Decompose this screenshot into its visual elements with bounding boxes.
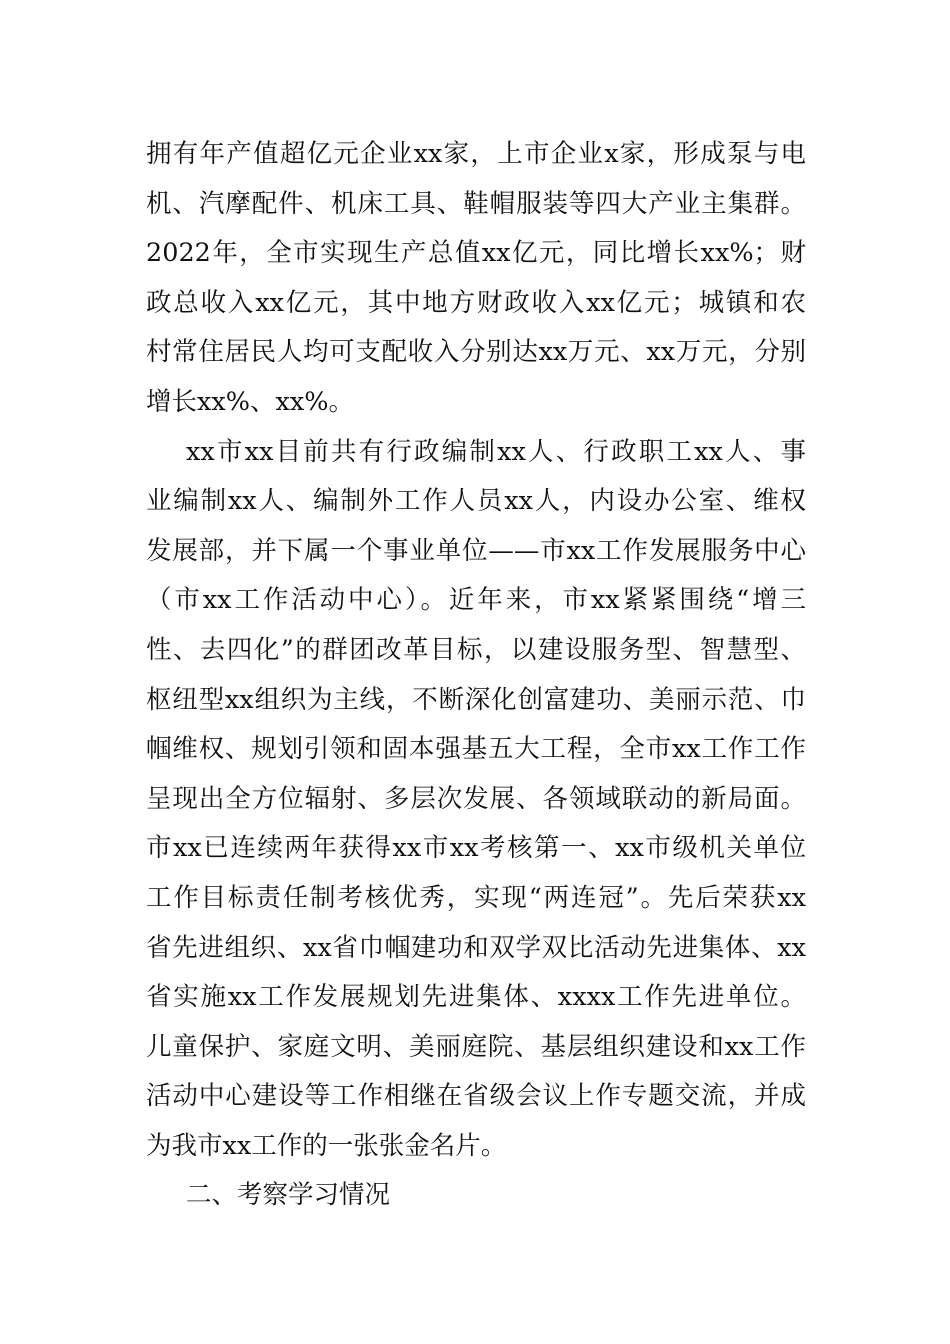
text-line: 市xx已连续两年获得xx市xx考核第一、xx市级机关单位	[146, 833, 806, 864]
text-line: 省实施xx工作发展规划先进集体、xxxx工作先进单位。	[146, 982, 806, 1013]
document-body	[146, 130, 806, 1221]
section-heading: 二、考察学习情况	[186, 1180, 391, 1211]
text-line: 呈现出全方位辐射、多层次发展、各领域联动的新局面。	[146, 783, 806, 814]
text-line: （市xx工作活动中心）。近年来，市xx紧紧围绕“增三	[146, 585, 806, 616]
text-line: 村常住居民人均可支配收入分别达xx万元、xx万元，分别	[146, 337, 806, 368]
text-line: 2022年，全市实现生产总值xx亿元，同比增长xx%；财	[146, 238, 806, 269]
text-line: 机、汽摩配件、机床工具、鞋帽服装等四大产业主集群。	[146, 188, 806, 219]
text-line: 业编制xx人、编制外工作人员xx人，内设办公室、维权	[146, 486, 806, 517]
text-line: 政总收入xx亿元，其中地方财政收入xx亿元；城镇和农	[146, 287, 806, 318]
text-line: 增长xx%、xx%。	[146, 386, 354, 417]
text-line: 枢纽型xx组织为主线，不断深化创富建功、美丽示范、巾	[146, 684, 806, 715]
text-line: 工作目标责任制考核优秀，实现“两连冠”。先后荣获xx	[146, 882, 806, 913]
paragraph-organization	[146, 428, 806, 1172]
section-heading-block	[146, 1171, 806, 1221]
text-line: 帼维权、规划引领和固本强基五大工程，全市xx工作工作	[146, 734, 806, 765]
text-line: xx市xx目前共有行政编制xx人、行政职工xx人、事	[186, 436, 806, 467]
text-line: 拥有年产值超亿元企业xx家，上市企业x家，形成泵与电	[146, 139, 806, 169]
paragraph-economy	[146, 130, 806, 428]
text-line: 性、去四化”的群团改革目标，以建设服务型、智慧型、	[146, 634, 806, 665]
text-line: 省先进组织、xx省巾帼建功和双学双比活动先进集体、xx	[146, 932, 806, 963]
text-line: 儿童保护、家庭文明、美丽庭院、基层组织建设和xx工作	[146, 1031, 806, 1062]
text-line: 为我市xx工作的一张张金名片。	[146, 1130, 507, 1161]
text-line: 活动中心建设等工作相继在省级会议上作专题交流，并成	[146, 1081, 806, 1112]
text-line: 发展部，并下属一个事业单位——市xx工作发展服务中心	[146, 535, 806, 566]
